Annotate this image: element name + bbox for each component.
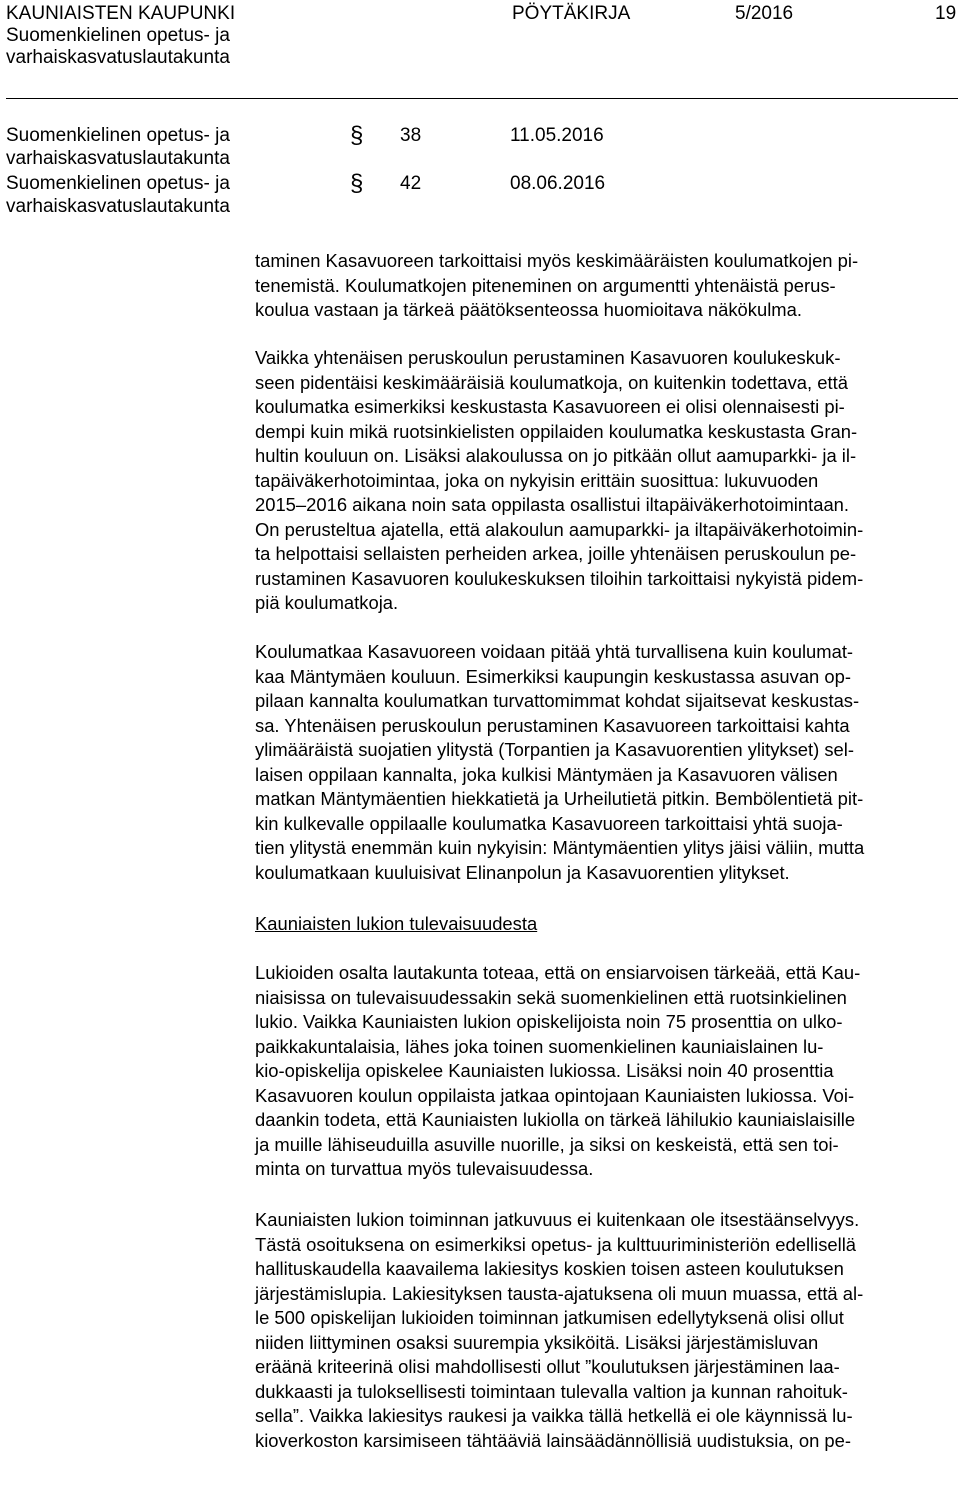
- paragraph-line: taminen Kasavuoreen tarkoittaisi myös keskimääräisten koulumatkojen pi-: [255, 250, 859, 271]
- paragraph-line: sella”. Vaikka lakiesitys raukesi ja vaikka tällä hetkellä ei ole käynnissä lu-: [255, 1405, 853, 1426]
- paragraph-line: hallituskaudella kaavailema lakiesitys koskien toisen asteen koulutuksen: [255, 1258, 844, 1279]
- paragraph: [255, 961, 955, 1182]
- paragraph-line: daankin todeta, että Kauniaisten lukiolla on tärkeä lähilukio kauniaislaisille: [255, 1109, 856, 1130]
- paragraph-line: laisen oppilaan kannalta, joka kulkisi Mäntymäen ja Kasavuoren välisen: [255, 763, 838, 785]
- paragraph-line: tenemistä. Koulumatkojen piteneminen on argumentti yhtenäistä perus-: [255, 274, 836, 296]
- section-number: 38: [400, 125, 422, 146]
- page-number: 19: [935, 3, 957, 24]
- paragraph-line: dukkaasti ja tuloksellisesti toimintaan tulevalla valtion ja kunnan rahoituk-: [255, 1380, 848, 1402]
- paragraph-line: ta helpottaisi sellaisten perheiden arkea, joille yhtenäisen peruskoulun pe-: [255, 543, 857, 564]
- paragraph-line: ja muille lähiseuduilla asuville nuorille, ja siksi on keskeistä, että sen toi-: [255, 1133, 839, 1155]
- section-number: 42: [400, 173, 422, 194]
- paragraph-line: seen pidentäisi keskimääräisiä koulumatkoja, on kuitenkin todettava, että: [255, 371, 848, 393]
- paragraph-line: Koulumatkaa Kasavuoreen voidaan pitää yhtä turvallisena kuin koulumat-: [255, 641, 854, 662]
- paragraph-line: ylimääräistä suojatien ylitystä (Torpantien ja Kasavuorentien ylitykset) sel-: [255, 739, 854, 760]
- paragraph-line: Kasavuoren koulun oppilaista jatkaa opintojaan Kauniaisten lukiossa. Voi-: [255, 1084, 855, 1106]
- paragraph-line: Lukioiden osalta lautakunta toteaa, että on ensiarvoisen tärkeää, että Kau-: [255, 962, 861, 983]
- meeting-body: [6, 124, 230, 170]
- header-org-line: Suomenkielinen opetus- ja: [6, 25, 230, 46]
- paragraph-line: kin kulkevalle oppilaalle koulumatka Kasavuoreen tarkoittaisi yhtä suoja-: [255, 812, 843, 834]
- paragraph-line: tien ylitystä enemmän kuin nykyisin: Mäntymäentien ylitys jäisi väliin, mutta: [255, 837, 865, 858]
- meeting-date: 08.06.2016: [510, 173, 606, 194]
- paragraph-line: kaa Mäntymäen kouluun. Esimerkiksi kaupungin keskustassa asuvan op-: [255, 665, 851, 687]
- paragraph-line: järjestämislupia. Lakiesityksen tausta-ajatuksena oli muun muassa, että al-: [255, 1282, 864, 1304]
- paragraph-line: niiden liittyminen osaksi suurempia yksiköitä. Lisäksi järjestämisluvan: [255, 1331, 819, 1353]
- paragraph-line: lukio. Vaikka Kauniaisten lukion opiskelijoista noin 75 prosenttia on ulko-: [255, 1011, 843, 1032]
- paragraph-line: koulumatka esimerkiksi keskustasta Kasavuoreen ei olisi olennaisesti pi-: [255, 396, 845, 417]
- paragraph-line: 2015–2016 aikana noin sata oppilasta osallistui iltapäiväkerhotoimintaan.: [255, 494, 850, 515]
- paragraph: [255, 640, 955, 885]
- paragraph-line: koulua vastaan ja tärkeä päätöksenteossa huomioitava näkökulma.: [255, 299, 802, 320]
- document-type: PÖYTÄKIRJA: [512, 3, 631, 24]
- paragraph-line: Vaikka yhtenäisen peruskoulun perustaminen Kasavuoren koulukeskuk-: [255, 347, 841, 368]
- header-organization: [6, 3, 235, 69]
- paragraph: [255, 1208, 955, 1453]
- paragraph-line: dempi kuin mikä ruotsinkielisten oppilaiden koulumatka keskustasta Gran-: [255, 420, 858, 442]
- paragraph-line: sa. Yhtenäisen peruskoulun perustaminen Kasavuoreen tarkoittaisi kahta: [255, 714, 850, 736]
- paragraph-line: le 500 opiskelijan lukioiden toiminnan jatkumisen edellytyksenä olisi ollut: [255, 1307, 844, 1328]
- paragraph-line: paikkakuntalaisia, lähes joka toinen suomenkielinen kauniaislainen lu-: [255, 1035, 824, 1057]
- paragraph-line: kioverkoston karsimiseen tähtääviä lainsäädännöllisiä uudistuksia, on pe-: [255, 1429, 851, 1451]
- header-org-line: varhaiskasvatuslautakunta: [6, 47, 230, 68]
- meeting-body-line: Suomenkielinen opetus- ja: [6, 173, 230, 194]
- paragraph-line: matkan Mäntymäentien hiekkatietä ja Urheilutietä pitkin. Bembölentietä pit-: [255, 788, 864, 809]
- section-symbol: §: [350, 170, 364, 197]
- paragraph: [255, 346, 955, 616]
- paragraph: [255, 249, 955, 323]
- paragraph-line: On perusteltua ajatella, että alakoulun aamuparkki- ja iltapäiväkerhotoimin-: [255, 518, 864, 540]
- meeting-date: 11.05.2016: [510, 125, 604, 146]
- paragraph-line: Kauniaisten lukion toiminnan jatkuvuus ei kuitenkaan ole itsestäänselvyys.: [255, 1209, 860, 1230]
- paragraph-line: Tästä osoituksena on esimerkiksi opetus- ja kulttuuriministeriön edellisellä: [255, 1233, 857, 1255]
- paragraph-line: rustaminen Kasavuoren koulukeskuksen tiloihin tarkoittaisi nykyistä pidem-: [255, 567, 864, 589]
- section-symbol: §: [350, 122, 364, 149]
- paragraph-line: niaisissa on tulevaisuudessakin sekä suomenkielinen että ruotsinkielinen: [255, 986, 847, 1008]
- paragraph-line: kio-opiskelija opiskelee Kauniaisten lukiossa. Lisäksi noin 40 prosenttia: [255, 1060, 834, 1081]
- paragraph-line: koulumatkaan kuuluisivat Elinanpolun ja Kasavuorentien ylitykset.: [255, 861, 790, 883]
- header-org-line: KAUNIAISTEN KAUPUNKI: [6, 3, 236, 24]
- paragraph-line: minta on turvattua myös tulevaisuudessa.: [255, 1158, 594, 1179]
- paragraph-line: piä koulumatkoja.: [255, 592, 399, 613]
- document-number: 5/2016: [735, 3, 794, 24]
- meeting-body-line: Suomenkielinen opetus- ja: [6, 125, 230, 146]
- meeting-body-line: varhaiskasvatuslautakunta: [6, 196, 230, 217]
- paragraph-line: hultin kouluun on. Lisäksi alakoulussa on jo pitkään ollut aamuparkki- ja il-: [255, 445, 857, 466]
- paragraph-line: eräänä kriteerinä olisi mahdollisesti ollut ”koulutuksen järjestäminen laa-: [255, 1356, 840, 1377]
- header-divider: [6, 98, 958, 99]
- paragraph-line: pilaan kannalta koulumatkan turvattomimmat kohdat sijaitsevat keskustas-: [255, 690, 860, 711]
- paragraph-line: tapäiväkerhotoimintaa, joka on nykyisin erittäin suosittua: lukuvuoden: [255, 469, 819, 491]
- meeting-body-line: varhaiskasvatuslautakunta: [6, 148, 230, 169]
- meeting-body: [6, 172, 230, 218]
- section-heading: Kauniaisten lukion tulevaisuudesta: [255, 913, 538, 934]
